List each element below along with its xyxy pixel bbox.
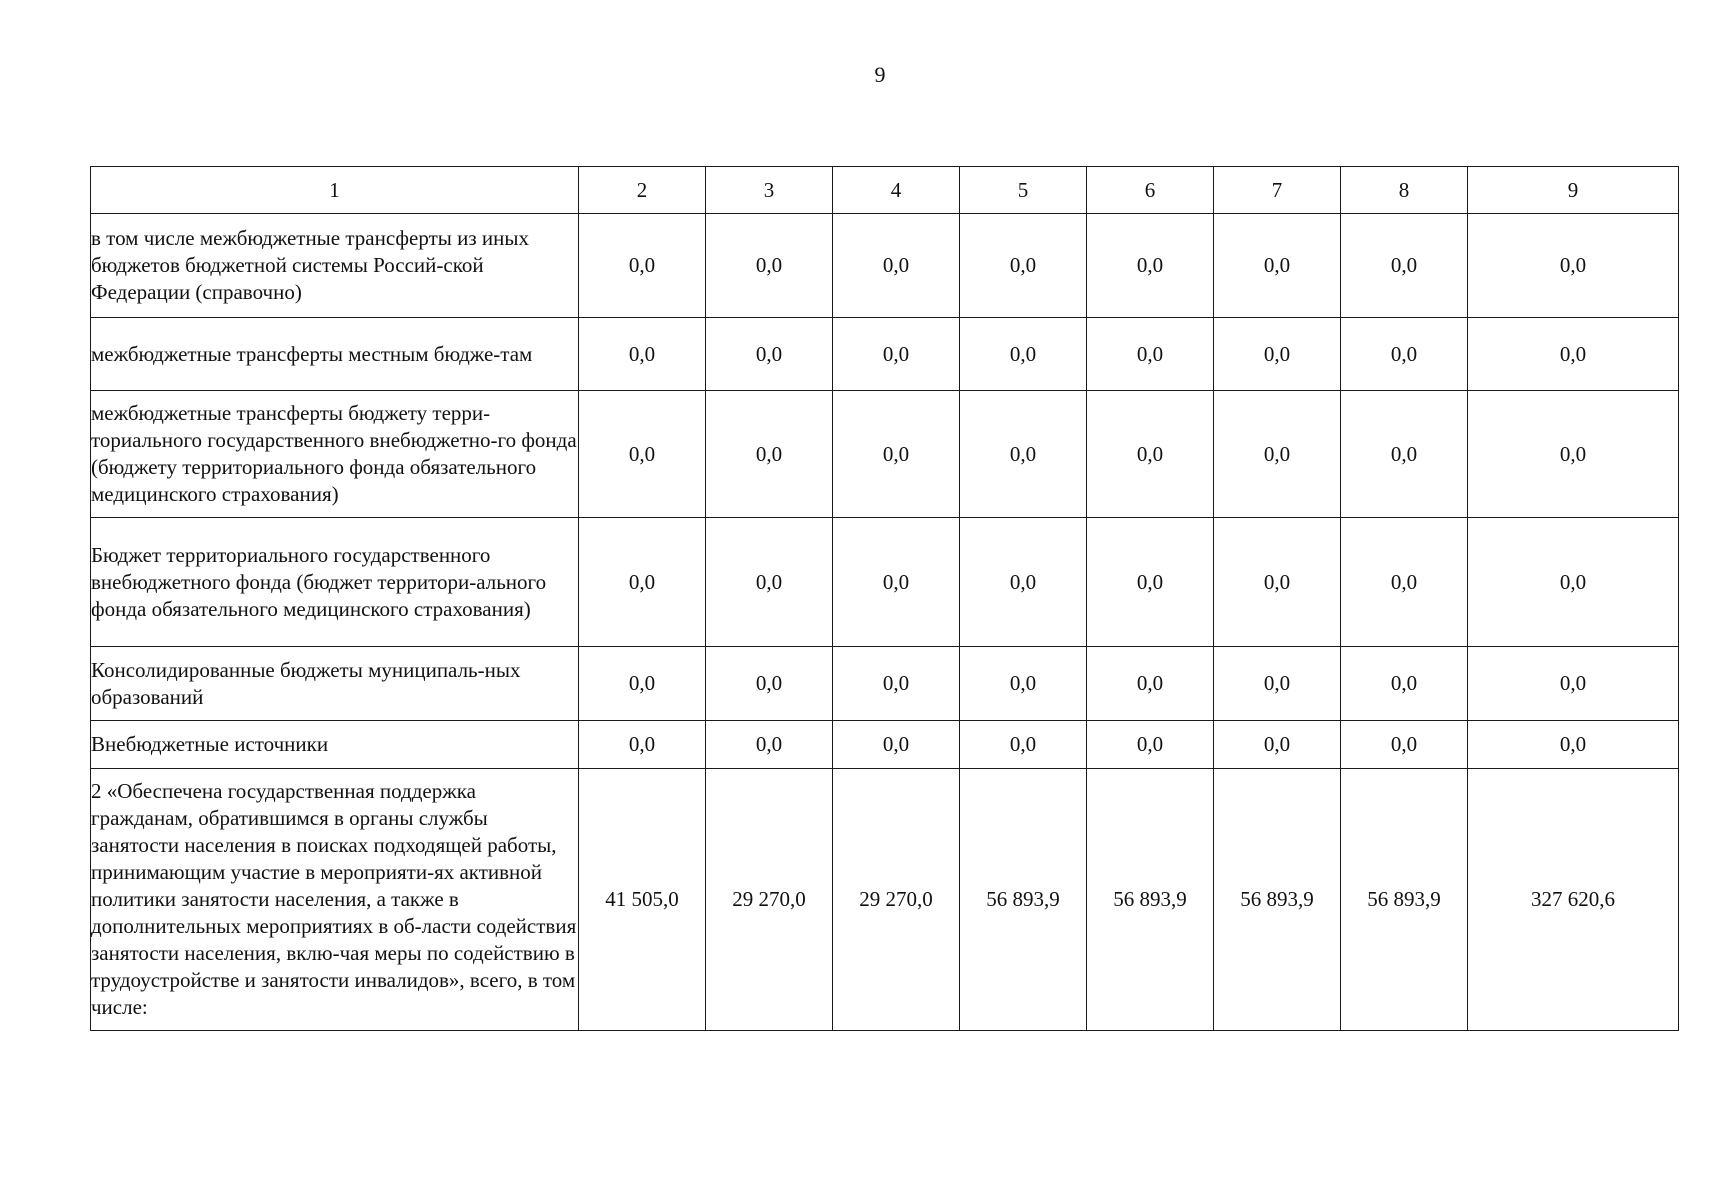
cell-value: 0,0 [1087, 391, 1214, 518]
cell-value: 0,0 [1214, 318, 1341, 391]
table-row [91, 214, 1679, 318]
table-row [91, 391, 1679, 518]
column-header: 7 [1214, 167, 1341, 214]
cell-value: 0,0 [1087, 214, 1214, 318]
cell-value: 0,0 [833, 647, 960, 721]
cell-value: 0,0 [579, 391, 706, 518]
cell-value: 0,0 [1214, 647, 1341, 721]
column-header: 1 [91, 167, 579, 214]
table-row [91, 721, 1679, 769]
cell-value: 0,0 [1087, 518, 1214, 647]
table-row [91, 647, 1679, 721]
row-label: 2 «Обеспечена государственная поддержка гражданам, обратившимся в органы службы занятости населения в поисках подходящей работы, принимающим участие в мероприяти-ях активной политики занятости населения, а также в дополнительных мероприятиях в об-ласти содействия занятости населения, вклю-чая меры по содействию в трудоустройстве и занятости инвалидов», всего, в том числе: [91, 769, 579, 1031]
cell-value: 0,0 [1214, 518, 1341, 647]
cell-value: 0,0 [833, 721, 960, 769]
column-header: 9 [1468, 167, 1679, 214]
cell-value: 56 893,9 [1087, 769, 1214, 1031]
cell-value: 0,0 [960, 318, 1087, 391]
table-row [91, 518, 1679, 647]
table-row [91, 769, 1679, 1031]
cell-value: 0,0 [833, 518, 960, 647]
cell-value: 0,0 [706, 318, 833, 391]
column-header: 2 [579, 167, 706, 214]
cell-value: 0,0 [706, 214, 833, 318]
cell-value: 0,0 [579, 647, 706, 721]
cell-value: 41 505,0 [579, 769, 706, 1031]
cell-value: 0,0 [1468, 721, 1679, 769]
cell-value: 0,0 [579, 721, 706, 769]
cell-value: 29 270,0 [833, 769, 960, 1031]
cell-value: 0,0 [706, 391, 833, 518]
cell-value: 0,0 [833, 318, 960, 391]
table-row [91, 318, 1679, 391]
cell-value: 327 620,6 [1468, 769, 1679, 1031]
column-header: 6 [1087, 167, 1214, 214]
row-label: Бюджет территориального государственного внебюджетного фонда (бюджет территори-ального фонда обязательного медицинского страхования) [91, 518, 579, 647]
cell-value: 0,0 [1468, 647, 1679, 721]
cell-value: 0,0 [960, 518, 1087, 647]
cell-value: 0,0 [1468, 518, 1679, 647]
cell-value: 0,0 [833, 214, 960, 318]
row-label: Консолидированные бюджеты муниципаль-ных образований [91, 647, 579, 721]
column-header: 5 [960, 167, 1087, 214]
cell-value: 0,0 [1341, 518, 1468, 647]
cell-value: 0,0 [579, 214, 706, 318]
cell-value: 0,0 [960, 391, 1087, 518]
row-label: в том числе межбюджетные трансферты из иных бюджетов бюджетной системы Россий-ской Федерации (справочно) [91, 214, 579, 318]
cell-value: 0,0 [1214, 721, 1341, 769]
cell-value: 56 893,9 [1214, 769, 1341, 1031]
cell-value: 0,0 [579, 518, 706, 647]
cell-value: 0,0 [1468, 391, 1679, 518]
cell-value: 0,0 [1214, 391, 1341, 518]
cell-value: 0,0 [706, 518, 833, 647]
cell-value: 0,0 [1087, 721, 1214, 769]
cell-value: 0,0 [706, 721, 833, 769]
cell-value: 0,0 [1341, 214, 1468, 318]
cell-value: 0,0 [960, 214, 1087, 318]
row-label: межбюджетные трансферты бюджету терри-ториального государственного внебюджетно-го фонда (бюджету территориального фонда обязательного медицинского страхования) [91, 391, 579, 518]
cell-value: 0,0 [1341, 647, 1468, 721]
cell-value: 0,0 [960, 721, 1087, 769]
budget-table [90, 166, 1679, 1031]
cell-value: 0,0 [960, 647, 1087, 721]
cell-value: 0,0 [1341, 721, 1468, 769]
cell-value: 0,0 [1468, 214, 1679, 318]
column-header: 4 [833, 167, 960, 214]
cell-value: 0,0 [1341, 318, 1468, 391]
cell-value: 0,0 [1087, 647, 1214, 721]
cell-value: 29 270,0 [706, 769, 833, 1031]
cell-value: 0,0 [1468, 318, 1679, 391]
column-header: 3 [706, 167, 833, 214]
page-number: 9 [874, 62, 886, 87]
cell-value: 0,0 [1214, 214, 1341, 318]
cell-value: 56 893,9 [960, 769, 1087, 1031]
cell-value: 0,0 [579, 318, 706, 391]
row-label: межбюджетные трансферты местным бюдже-там [91, 318, 579, 391]
cell-value: 0,0 [706, 647, 833, 721]
cell-value: 0,0 [833, 391, 960, 518]
column-header: 8 [1341, 167, 1468, 214]
table-header-row [91, 167, 1679, 214]
cell-value: 56 893,9 [1341, 769, 1468, 1031]
cell-value: 0,0 [1087, 318, 1214, 391]
cell-value: 0,0 [1341, 391, 1468, 518]
row-label: Внебюджетные источники [91, 721, 579, 769]
